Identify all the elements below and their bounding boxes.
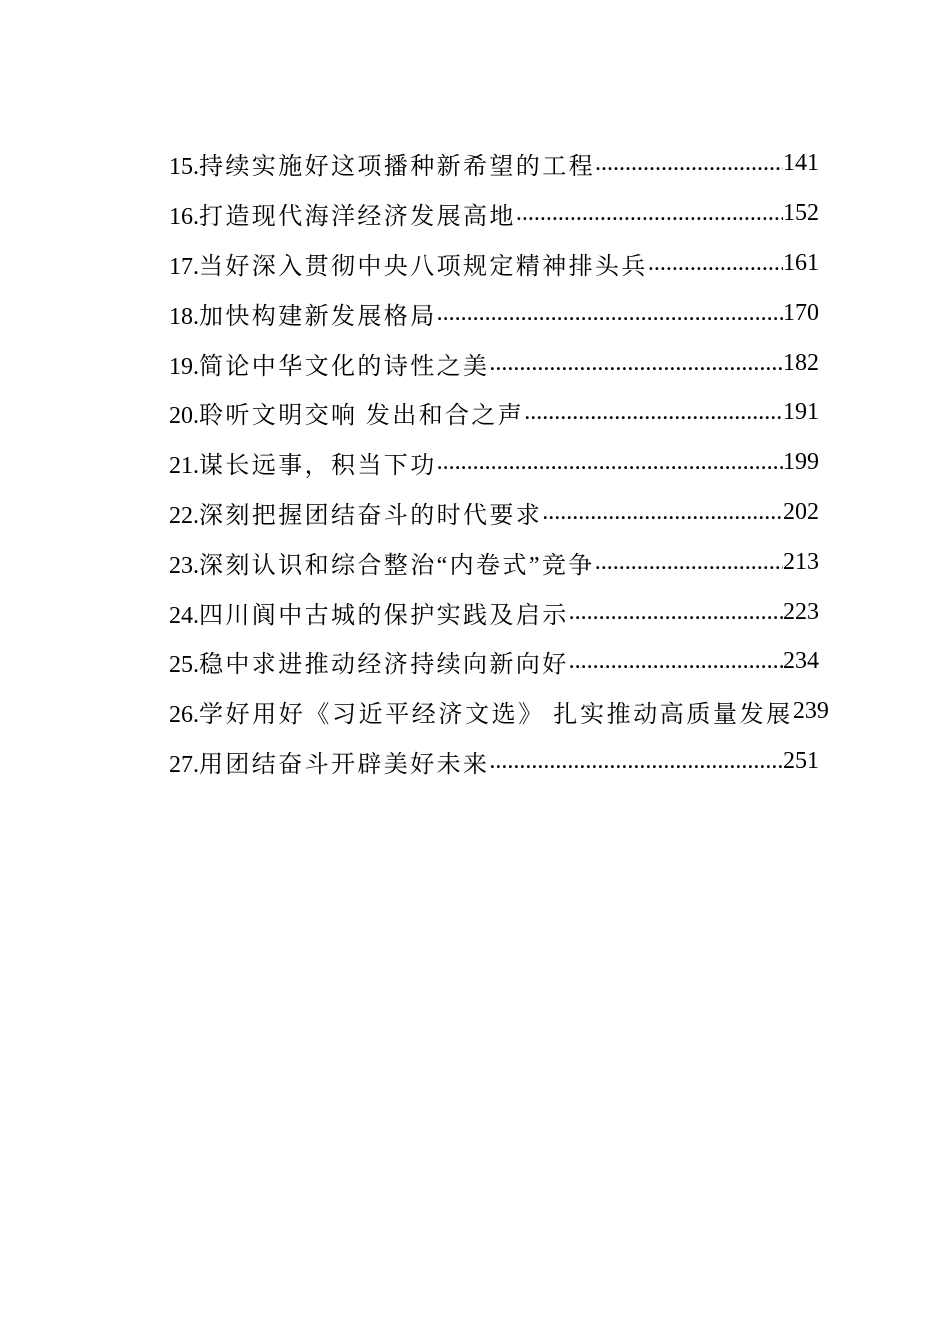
toc-entry-title-text	[169, 395, 524, 430]
toc-entry-25[interactable]	[169, 637, 819, 687]
dot-leader	[542, 499, 783, 526]
toc-entry-number: 18.	[169, 303, 199, 330]
toc-entry-16[interactable]	[169, 189, 819, 239]
toc-entry-18[interactable]	[169, 288, 819, 338]
toc-entry-title: 深刻认识和综合整治“内卷式”竞争	[199, 552, 595, 579]
toc-entry-19[interactable]	[169, 338, 819, 388]
toc-entry-title: 四川阆中古城的保护实践及启示	[199, 602, 569, 629]
toc-entry-number: 27.	[169, 751, 199, 778]
dot-leader	[516, 200, 783, 227]
toc-entry-number: 15.	[169, 154, 199, 181]
toc-entry-title: 加快构建新发展格局	[199, 303, 437, 330]
dot-leader	[569, 648, 783, 675]
toc-entry-title-text	[169, 644, 569, 679]
toc-entry-title-text	[169, 346, 489, 381]
toc-entry-title: 稳中求进推动经济持续向新向好	[199, 652, 569, 679]
toc-entry-number: 25.	[169, 652, 199, 679]
toc-entry-26[interactable]	[169, 687, 829, 737]
toc-entry-title-text	[169, 495, 542, 530]
toc-entry-number: 20.	[169, 403, 199, 430]
dot-leader	[595, 150, 783, 177]
toc-entry-title-text	[169, 246, 648, 281]
toc-entry-20[interactable]	[169, 388, 819, 438]
toc-entry-title-text	[169, 545, 595, 580]
toc-entry-title: 用团结奋斗开辟美好未来	[199, 751, 490, 778]
toc-entry-page: 251	[783, 747, 819, 774]
toc-entry-page: 202	[783, 498, 819, 525]
toc-entry-title: 持续实施好这项播种新希望的工程	[199, 154, 595, 181]
dot-leader	[569, 599, 783, 626]
toc-entry-title: 谋长远事，积当下功	[199, 453, 437, 480]
toc-entry-title-text	[169, 296, 437, 331]
toc-entry-page: 239	[792, 698, 829, 725]
dot-leader	[524, 399, 783, 426]
toc-entry-page: 161	[783, 249, 819, 276]
toc-entry-page: 152	[783, 200, 819, 227]
toc-entry-page: 170	[783, 299, 819, 326]
toc-entry-title-text	[169, 744, 489, 779]
toc-entry-number: 17.	[169, 253, 199, 280]
toc-entry-page: 182	[783, 349, 819, 376]
toc-entry-title: 当好深入贯彻中央八项规定精神排头兵	[199, 253, 648, 280]
dot-leader	[648, 250, 783, 277]
toc-entry-page: 141	[783, 150, 819, 177]
toc-entry-24[interactable]	[169, 587, 819, 637]
toc-entry-page: 191	[783, 399, 819, 426]
toc-entry-number: 23.	[169, 552, 199, 579]
toc-entry-27[interactable]	[169, 737, 819, 787]
toc-entry-number: 26.	[169, 702, 199, 729]
toc-entry-23[interactable]	[169, 537, 819, 587]
toc-entry-title-text	[169, 196, 516, 231]
toc-entry-15[interactable]	[169, 139, 819, 189]
toc-entry-title: 深刻把握团结奋斗的时代要求	[199, 502, 543, 529]
toc-entry-title-text	[169, 595, 569, 630]
toc-entry-page: 199	[783, 449, 819, 476]
toc-entry-17[interactable]	[169, 239, 819, 289]
toc-entry-title: 学好用好《习近平经济文选》 扎实推动高质量发展	[199, 702, 793, 729]
toc-entry-title-text	[169, 694, 793, 729]
toc-entry-number: 16.	[169, 204, 199, 231]
dot-leader	[595, 549, 783, 576]
dot-leader	[489, 350, 783, 377]
dot-leader	[437, 449, 783, 476]
toc-entry-title: 聆听文明交响 发出和合之声	[199, 403, 525, 430]
toc-entry-title: 打造现代海洋经济发展高地	[199, 204, 516, 231]
toc-entry-number: 21.	[169, 453, 199, 480]
toc-entry-page: 213	[783, 548, 819, 575]
dot-leader	[437, 300, 783, 327]
toc-entry-title-text	[169, 146, 595, 181]
toc-entry-22[interactable]	[169, 488, 819, 538]
toc-entry-number: 22.	[169, 502, 199, 529]
toc-entry-title: 简论中华文化的诗性之美	[199, 353, 490, 380]
toc-entry-page: 234	[783, 648, 819, 675]
toc-entry-number: 24.	[169, 602, 199, 629]
toc-entry-title-text	[169, 445, 437, 480]
toc-entry-number: 19.	[169, 353, 199, 380]
toc-entry-21[interactable]	[169, 438, 819, 488]
table-of-contents	[169, 139, 829, 786]
dot-leader	[489, 748, 783, 775]
toc-entry-page: 223	[783, 598, 819, 625]
